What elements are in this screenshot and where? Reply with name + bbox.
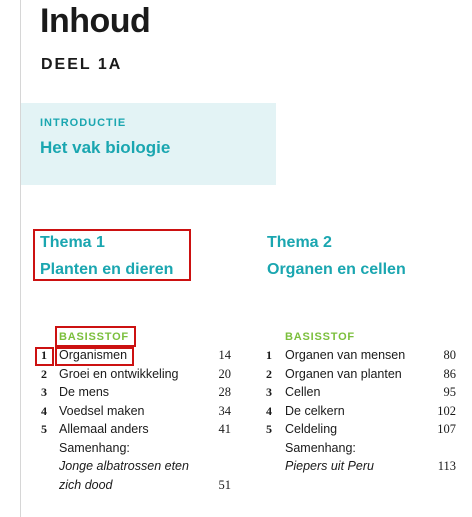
toc-item[interactable] — [266, 365, 456, 384]
toc-item-number: 4 — [266, 403, 272, 418]
samenhang-label-row[interactable] — [266, 439, 456, 458]
toc-item-page: 102 — [437, 403, 456, 418]
toc-item-title: Allemaal anders — [59, 422, 149, 436]
item-title-highlight-box — [55, 347, 134, 366]
toc-item-title: Voedsel maken — [59, 403, 145, 418]
samenhang-title-row[interactable] — [41, 457, 231, 476]
toc-item-number: 2 — [266, 366, 272, 381]
toc-item-number: 2 — [41, 366, 47, 381]
toc-item[interactable] — [41, 383, 231, 402]
margin-rule — [20, 0, 21, 517]
toc-item[interactable] — [266, 346, 456, 365]
thema-2-basisstof-label: BASISSTOF — [285, 331, 355, 343]
toc-item-title: De mens — [59, 385, 110, 399]
toc-item-title: De celkern — [285, 403, 345, 418]
toc-item-number: 4 — [41, 403, 47, 418]
toc-item-page: 14 — [218, 348, 231, 362]
thema-2-toc — [266, 346, 456, 476]
toc-item[interactable] — [41, 365, 231, 384]
toc-item-page: 86 — [443, 366, 456, 381]
toc-item[interactable] — [266, 383, 456, 402]
toc-item[interactable] — [266, 402, 456, 421]
toc-item-title: Celdeling — [285, 422, 338, 436]
samenhang-label-row[interactable] — [41, 439, 231, 458]
toc-item-title: Organen van mensen — [285, 348, 406, 362]
toc-item-number: 3 — [266, 385, 272, 399]
samenhang-title-cont: zich dood — [59, 477, 113, 492]
toc-item-number: 1 — [41, 348, 47, 362]
toc-item-number: 1 — [266, 348, 272, 362]
toc-item[interactable] — [41, 420, 231, 439]
item-number-highlight-box — [35, 347, 54, 366]
introductie-box[interactable] — [21, 103, 276, 185]
toc-item-title: Organen van planten — [285, 366, 402, 381]
samenhang-page: 51 — [218, 477, 231, 492]
toc-item-page: 28 — [218, 385, 231, 399]
introductie-title[interactable]: Het vak biologie — [40, 138, 171, 157]
thema-2-number: Thema 2 — [267, 234, 332, 251]
samenhang-title: Jonge albatrossen eten — [59, 459, 189, 473]
samenhang-title-row[interactable] — [41, 476, 231, 495]
thema-1-title: Planten en dieren — [40, 261, 174, 278]
thema-1-highlight-box — [33, 229, 191, 281]
part-heading: DEEL 1A — [41, 56, 123, 73]
basisstof-highlight-box — [55, 326, 136, 347]
samenhang-label: Samenhang: — [285, 440, 356, 455]
toc-item-page: 41 — [218, 422, 231, 436]
introductie-label: INTRODUCTIE — [40, 117, 127, 129]
thema-2-title: Organen en cellen — [267, 261, 406, 278]
samenhang-label: Samenhang: — [59, 440, 130, 455]
toc-item-title: Groei en ontwikkeling — [59, 366, 179, 381]
toc-item-page: 20 — [218, 366, 231, 381]
toc-item-number: 5 — [41, 422, 47, 436]
toc-item-page: 95 — [443, 385, 456, 399]
toc-item-title: Cellen — [285, 385, 321, 399]
samenhang-title: Piepers uit Peru — [285, 459, 374, 473]
thema-2-heading[interactable] — [267, 229, 406, 283]
toc-item[interactable] — [41, 402, 231, 421]
thema-1-toc — [41, 346, 231, 494]
page-title: Inhoud — [40, 2, 151, 40]
toc-item[interactable] — [266, 420, 456, 439]
samenhang-title-row[interactable] — [266, 457, 456, 476]
thema-1-basisstof-label: BASISSTOF — [59, 331, 129, 343]
toc-item-page: 34 — [218, 403, 231, 418]
toc-item-number: 5 — [266, 422, 272, 436]
toc-item-number: 3 — [41, 385, 47, 399]
thema-1-number: Thema 1 — [40, 234, 105, 251]
toc-item-title: Organismen — [59, 348, 128, 362]
toc-item-page: 107 — [437, 422, 456, 436]
samenhang-page: 113 — [437, 459, 456, 473]
toc-item-page: 80 — [443, 348, 456, 362]
